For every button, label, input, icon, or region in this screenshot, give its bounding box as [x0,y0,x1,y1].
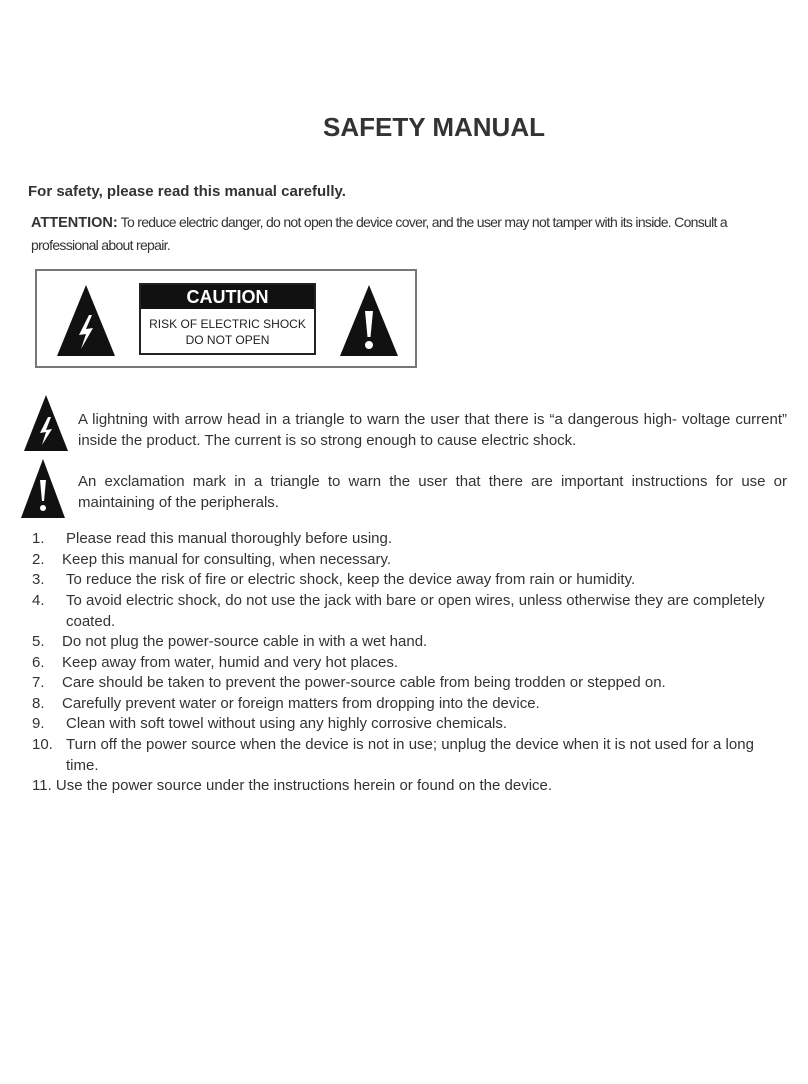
list-item-number: 8. [32,694,45,712]
list-item-number: 4. [32,591,45,609]
list-item [32,590,772,632]
caution-line-2: DO NOT OPEN [185,333,270,347]
list-item-text: To avoid electric shock, do not use the jack with bare or open wires, unless otherwise they are completely coated. [66,591,765,630]
list-item-text: Keep away from water, humid and very hot places. [62,653,399,671]
list-item-number: 2. [32,550,45,568]
exclamation-triangle-icon [21,459,65,519]
list-item-number: 5. [32,633,45,650]
list-item-text: Turn off the power source when the device is not in use; unplug the device when it is not used for a long time. [66,735,754,774]
list-item [32,631,772,652]
list-item-number: 3. [32,571,45,588]
attention-text: To reduce electric danger, do not open the device cover, and the user may not tamper with its inside. Consult a professional about repair. [31,214,728,253]
exclamation-symbol-text: An exclamation mark in a triangle to warn the user that there are important instructions for use or maintaining of the peripherals. [78,473,787,511]
list-item-text: To reduce the risk of fire or electric shock, keep the device away from rain or humidity. [66,571,636,588]
list-item [32,569,772,590]
list-item-number: 10. [32,735,53,753]
list-item [32,652,772,673]
list-item [32,549,772,570]
list-item-text: Use the power source under the instructions herein or found on the device. [55,777,553,794]
safety-rules-list [32,528,772,796]
attention-paragraph [31,211,761,256]
list-item [32,528,772,549]
list-item [32,775,772,796]
list-item-number: 11. [32,777,52,794]
lightning-triangle-icon [57,285,115,357]
lightning-triangle-icon [24,395,68,452]
list-item-text: Please read this manual thoroughly before using. [66,530,393,547]
list-item [32,734,772,776]
attention-label: ATTENTION: [31,215,118,231]
list-item-number: 7. [32,674,45,691]
list-item-number: 1. [32,530,45,547]
intro-text: For safety, please read this manual carefully. [28,183,346,200]
caution-label-box [35,269,417,368]
list-item-text: Do not plug the power-source cable in with a wet hand. [62,633,428,650]
list-item-text: Care should be taken to prevent the power-source cable from being trodden or stepped on. [62,674,666,691]
list-item-text: Keep this manual for consulting, when necessary. [62,550,392,568]
caution-sign [139,283,316,355]
list-item [32,672,772,693]
list-item-text: Carefully prevent water or foreign matters from dropping into the device. [62,694,540,712]
list-item-number: 6. [32,653,45,671]
lightning-symbol-text: A lightning with arrow head in a triangle to warn the user that there is “a dangerous high- voltage current” inside the product. The current is so strong enough to cause electric shock. [78,411,787,449]
list-item-text: Clean with soft towel without using any highly corrosive chemicals. [66,715,508,732]
list-item [32,693,772,714]
page-title: SAFETY MANUAL [323,112,545,142]
caution-line-1: RISK OF ELECTRIC SHOCK [149,317,306,331]
list-item-number: 9. [32,715,45,732]
caution-header: CAUTION [141,285,314,309]
list-item [32,713,772,734]
exclamation-triangle-icon [340,285,398,357]
